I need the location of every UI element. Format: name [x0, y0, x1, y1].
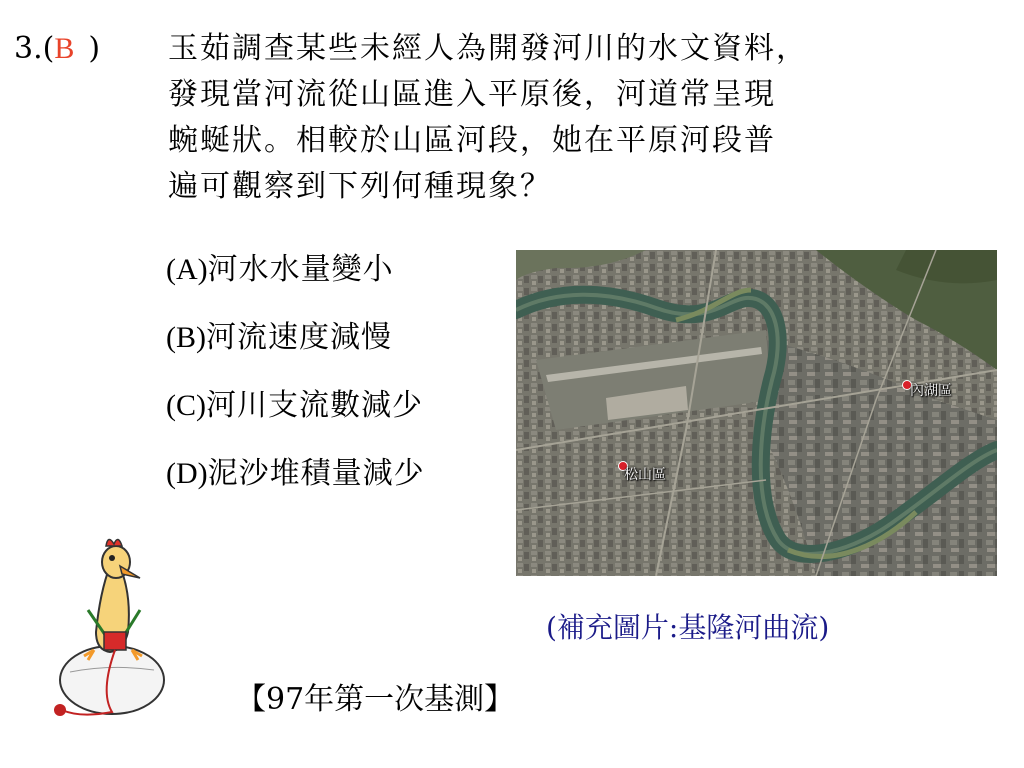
- map-caption: (補充圖片:基隆河曲流): [546, 611, 830, 644]
- option-text: 河流速度減慢: [206, 320, 392, 355]
- option-letter: (B): [166, 321, 206, 354]
- map-drawing: [516, 250, 997, 576]
- satellite-map-image: [516, 250, 997, 576]
- option-a[interactable]: [166, 244, 425, 312]
- map-label-songshan: 松山區: [624, 467, 666, 483]
- option-text: 河川支流數減少: [206, 388, 423, 423]
- question-line: 蜿蜒狀。相較於山區河段，她在平原河段普: [168, 123, 776, 158]
- exam-source: 【97年第一次基測】: [236, 682, 515, 717]
- answer-letter: B: [54, 32, 75, 65]
- option-b[interactable]: [166, 312, 425, 380]
- question-text: [168, 26, 968, 210]
- question-line: 玉茹調查某些未經人為開發河川的水文資料，: [168, 31, 808, 66]
- question-number-text: 3.: [14, 31, 43, 66]
- close-paren: ): [88, 31, 101, 66]
- open-paren: (: [42, 31, 55, 66]
- question-line: 發現當河流從山區進入平原後，河道常呈現: [168, 77, 776, 112]
- option-text: 泥沙堆積量減少: [207, 456, 425, 491]
- option-c[interactable]: [166, 380, 425, 448]
- options-list: [166, 244, 425, 516]
- map-label-neihu: 內湖區: [910, 383, 952, 399]
- question-line: 遍可觀察到下列何種現象？: [168, 169, 552, 204]
- option-d[interactable]: [166, 448, 425, 516]
- option-text: 河水水量變小: [207, 252, 394, 287]
- option-letter: (D): [166, 457, 208, 490]
- chicken-mascot-icon: [40, 532, 180, 722]
- option-letter: (A): [166, 253, 208, 286]
- question-number: [14, 26, 100, 72]
- option-letter: (C): [166, 389, 206, 422]
